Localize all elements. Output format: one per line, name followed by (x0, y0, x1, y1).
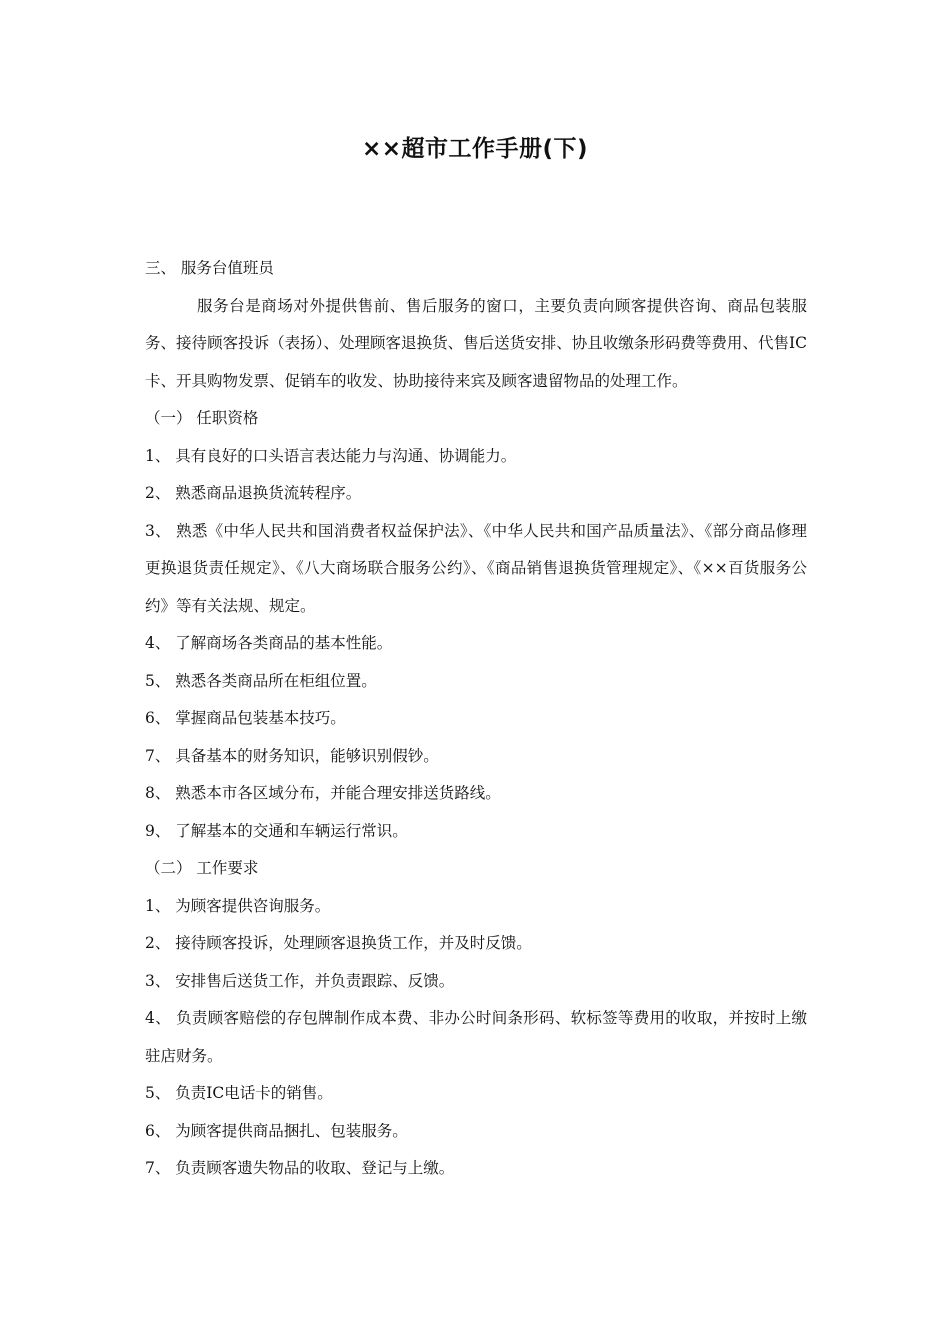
list-item: 7、 负责顾客遗失物品的收取、登记与上缴。 (145, 1159, 455, 1177)
subsection-heading-qualifications: （一） 任职资格 (145, 409, 259, 427)
list-item: 2、 接待顾客投诉，处理顾客退换货工作，并及时反馈。 (145, 934, 532, 952)
list-item: 1、 为顾客提供咨询服务。 (145, 896, 331, 915)
section-heading: 三、 服务台值班员 (145, 259, 274, 277)
list-item: 5、 熟悉各类商品所在柜组位置。 (145, 671, 377, 690)
list-item: 5、 负责IC电话卡的销售。 (145, 1084, 333, 1102)
list-item: 2、 熟悉商品退换货流转程序。 (145, 484, 362, 502)
document-title: ××超市工作手册(下) (361, 136, 589, 162)
list-item: 6、 掌握商品包装基本技巧。 (145, 709, 346, 727)
list-item: 9、 了解基本的交通和车辆运行常识。 (145, 821, 408, 840)
subsection-heading-requirements: （二） 工作要求 (145, 859, 259, 877)
list-item: 8、 熟悉本市各区域分布，并能合理安排送货路线。 (145, 784, 501, 802)
list-item: 4、 负责顾客赔偿的存包牌制作成本费、非办公时间条形码、软标签等费用的收取，并按时上缴驻店财务。 (145, 1009, 807, 1065)
list-item: 7、 具备基本的财务知识，能够识别假钞。 (145, 746, 439, 765)
document-body (145, 250, 807, 1188)
list-item: 3、 安排售后送货工作，并负责跟踪、反馈。 (145, 971, 455, 990)
intro-paragraph: 服务台是商场对外提供售前、售后服务的窗口，主要负责向顾客提供咨询、商品包装服务、接待顾客投诉（表扬）、处理顾客退换货、售后送货安排、协且收缴条形码费等费用、代售IC卡、开具购物发票、促销车的收发、协助接待来宾及顾客遗留物品的处理工作。 (145, 296, 807, 390)
list-item: 1、 具有良好的口头语言表达能力与沟通、协调能力。 (145, 446, 517, 465)
list-item: 4、 了解商场各类商品的基本性能。 (145, 634, 393, 652)
list-item: 3、 熟悉《中华人民共和国消费者权益保护法》、《中华人民共和国产品质量法》、《部分商品修理更换退货责任规定》、《八大商场联合服务公约》、《商品销售退换货管理规定》、《××百货服务公约》等有关法规、规定。 (145, 521, 807, 615)
list-item: 6、 为顾客提供商品捆扎、包装服务。 (145, 1121, 408, 1140)
